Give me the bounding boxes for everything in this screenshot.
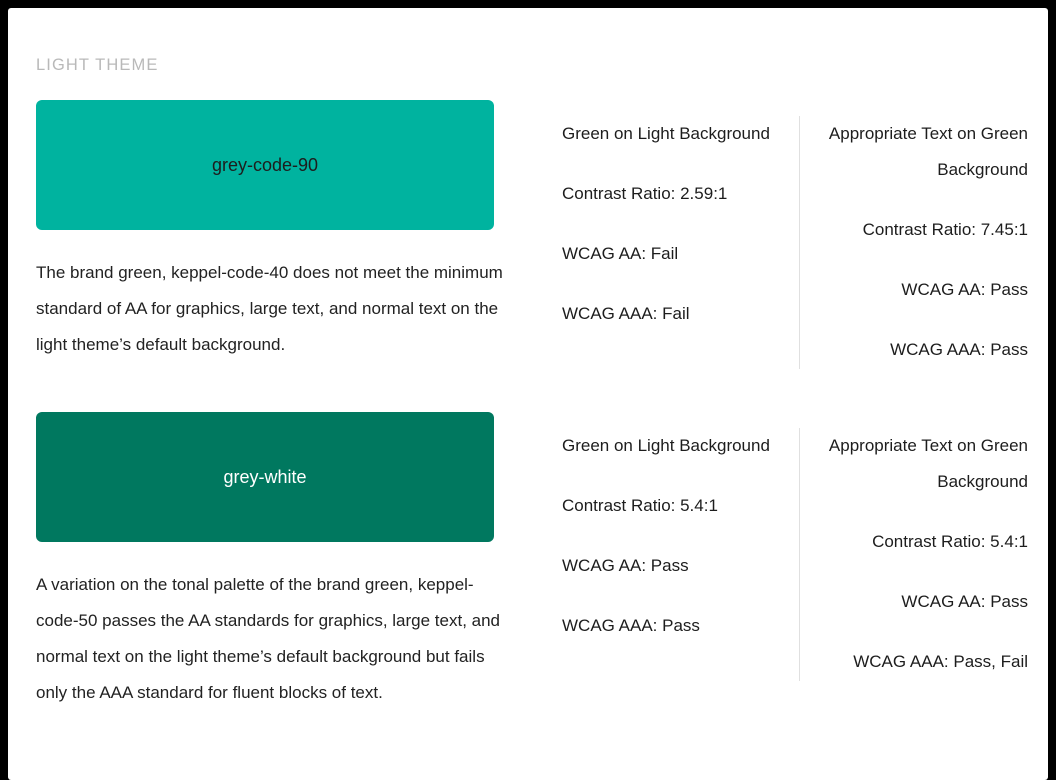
color-swatch xyxy=(36,100,494,230)
metrics-column-right xyxy=(808,116,1028,368)
metrics-column-left xyxy=(562,116,792,332)
column-divider xyxy=(799,428,800,681)
wcag-aaa-result: WCAG AAA: Pass xyxy=(562,616,700,635)
wcag-aaa-result: WCAG AAA: Pass xyxy=(890,340,1028,359)
color-swatch-label: grey-code-90 xyxy=(211,154,319,175)
wcag-aaa-result: WCAG AAA: Fail xyxy=(562,304,690,323)
metrics-column-left xyxy=(562,428,792,644)
metrics-heading: Green on Light Background xyxy=(562,124,770,143)
wcag-aaa-result: WCAG AAA: Pass, Fail xyxy=(853,652,1028,671)
wcag-aa-result: WCAG AA: Fail xyxy=(562,244,679,263)
page-container xyxy=(8,8,1048,780)
contrast-ratio: Contrast Ratio: 5.4:1 xyxy=(872,532,1028,551)
metrics-heading: Green on Light Background xyxy=(562,436,770,455)
wcag-aa-result: WCAG AA: Pass xyxy=(901,280,1028,299)
wcag-aa-result: WCAG AA: Pass xyxy=(562,556,689,575)
color-swatch xyxy=(36,412,494,542)
contrast-ratio: Contrast Ratio: 5.4:1 xyxy=(562,496,718,515)
metrics-heading: Appropriate Text on Green Background xyxy=(828,436,1028,491)
column-divider xyxy=(799,116,800,369)
contrast-ratio: Contrast Ratio: 2.59:1 xyxy=(562,184,728,203)
color-description: The brand green, keppel-code-40 does not meet the minimum standard of AA for graphics, large text, and normal text on the light theme’s default background. xyxy=(36,263,503,354)
contrast-ratio: Contrast Ratio: 7.45:1 xyxy=(862,220,1028,239)
page-title: LIGHT THEME xyxy=(36,56,159,74)
wcag-aa-result: WCAG AA: Pass xyxy=(901,592,1028,611)
metrics-column-right xyxy=(808,428,1028,680)
color-description: A variation on the tonal palette of the brand green, keppel-code-50 passes the AA standards for graphics, large text, and normal text on the light theme’s default background but fails only the AAA standard for fluent blocks of text. xyxy=(36,575,501,702)
metrics-heading: Appropriate Text on Green Background xyxy=(828,124,1028,179)
color-swatch-label: grey-white xyxy=(223,466,307,487)
